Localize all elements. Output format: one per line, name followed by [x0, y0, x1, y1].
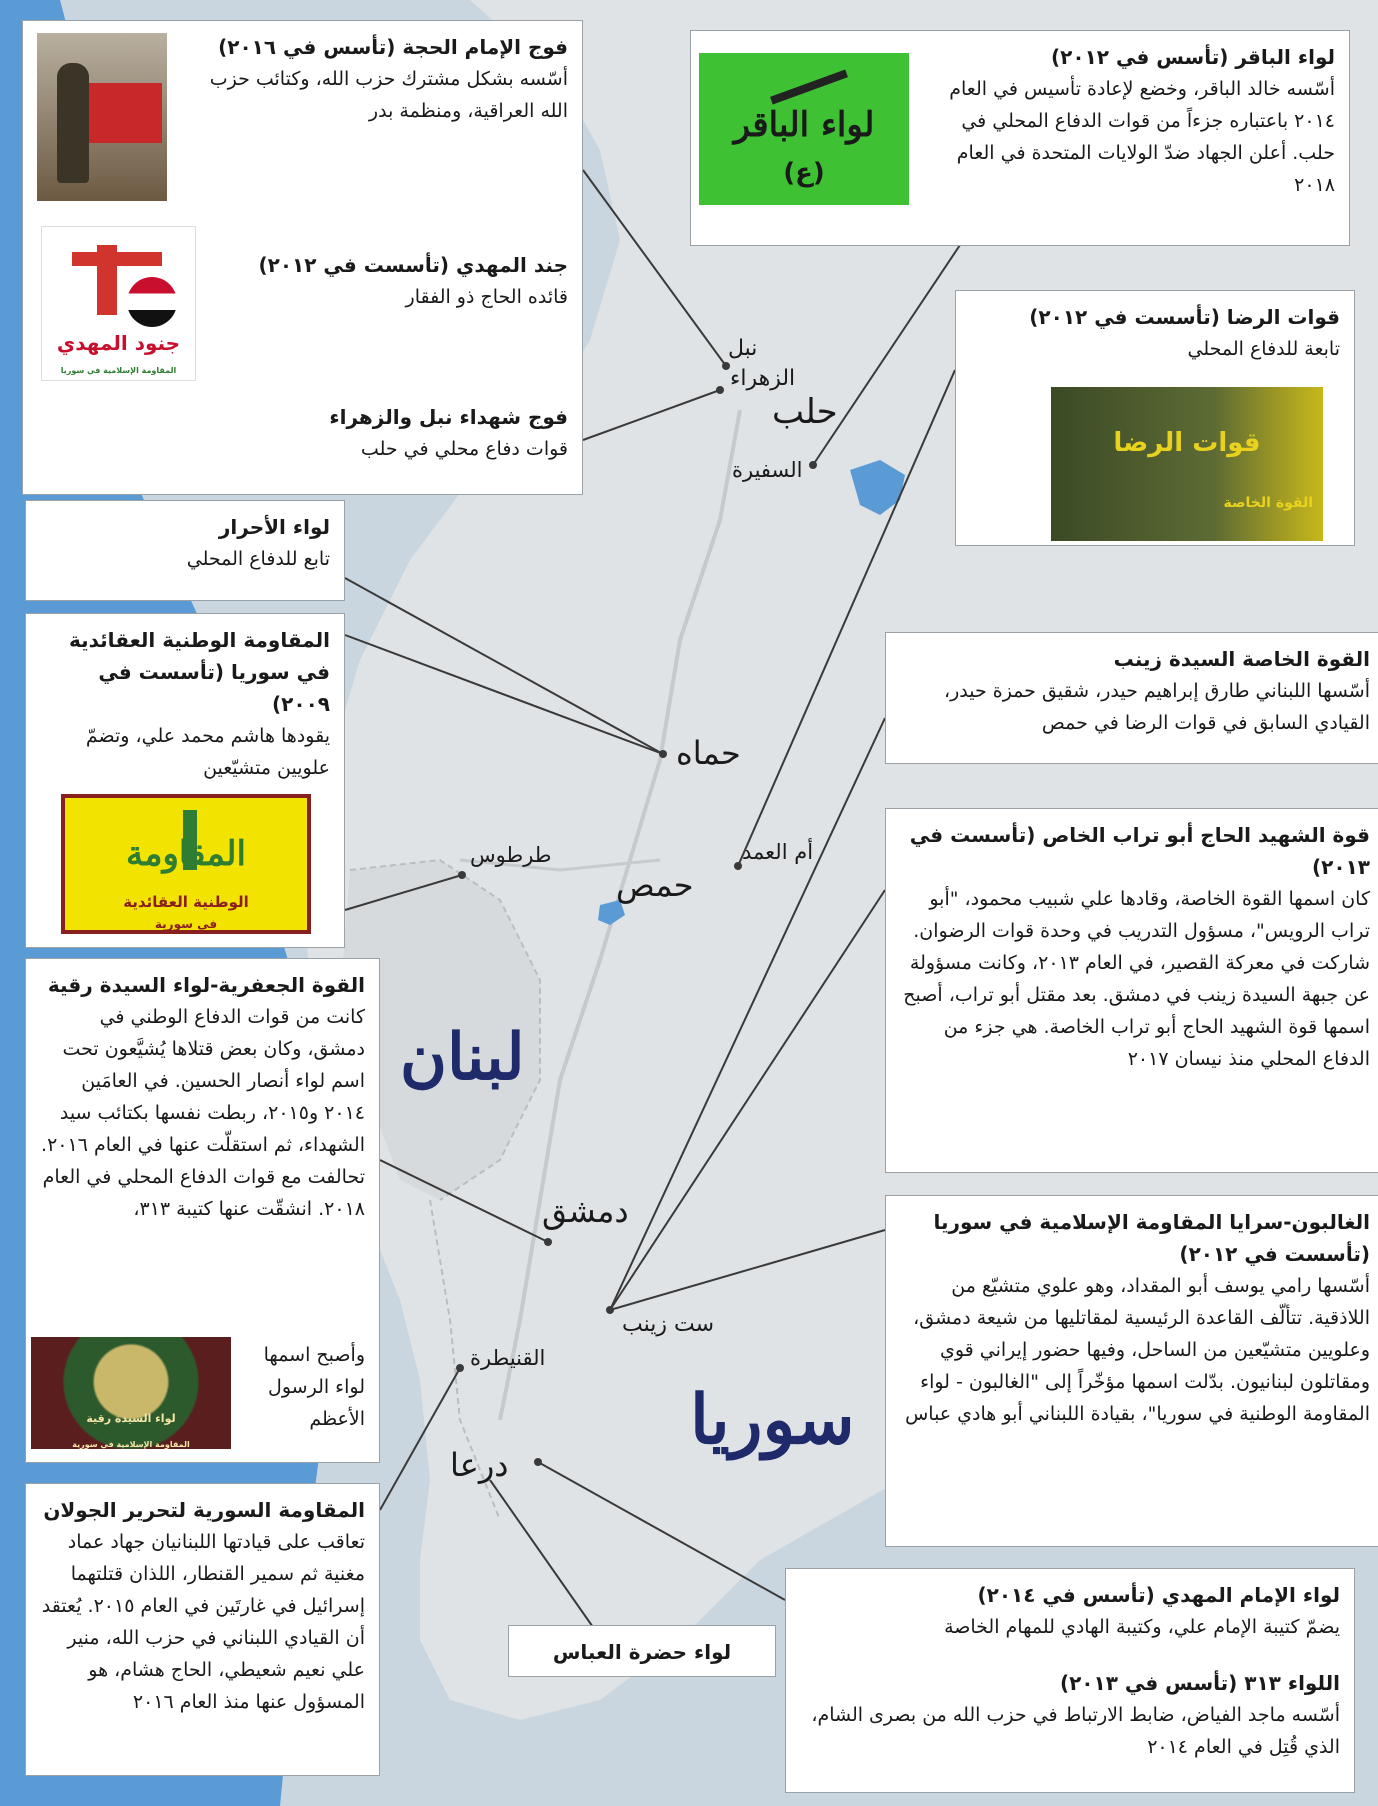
- box-abu-turab: [885, 808, 1378, 1173]
- city-label-quneitra: القنيطرة: [470, 1346, 546, 1370]
- jund-mahdi-logo-text: جنود المهدي: [56, 331, 181, 355]
- abu-turab-title: قوة الشهيد الحاج أبو تراب الخاص (تأسست في ٢٠١٣): [909, 823, 1370, 879]
- rida-logo-text: قوات الرضا: [1113, 428, 1261, 458]
- imam-hujja-photo: [37, 33, 167, 201]
- city-label-tartus: طرطوس: [470, 843, 552, 867]
- muqawama-wataniya-title: المقاومة الوطنية العقائدية في سوريا (تأسست في ٢٠٠٩): [68, 628, 330, 716]
- golan-title: المقاومة السورية لتحرير الجولان: [43, 1498, 365, 1522]
- city-label-zahraa: الزهراء: [730, 366, 796, 391]
- rida-title: قوات الرضا (تأسست في ٢٠١٢): [1029, 305, 1340, 329]
- city-dot: [716, 386, 724, 394]
- rida-logo-sub: القوة الخاصة: [1223, 495, 1313, 511]
- city-dot: [734, 862, 742, 870]
- city-label-damascus: دمشق: [542, 1192, 629, 1230]
- rida-body: تابعة للدفاع المحلي: [1187, 338, 1340, 360]
- ghaliboun-body: أسّسها رامي يوسف أبو المقداد، وهو علوي متشيّع من اللاذقية. تتألّف القاعدة الرئيسية لمقاتليها من شيعة دمشق، وعلويين متشيّعين من الساحل، وفيها حضور إيراني قوي ومقاتلون لبنانيون. بدّلت اسمها مؤخّراً إلى "الغالبون - لواء المقاومة الوطنية في سوريا"، بقيادة اللبناني أبو هادي عباس: [905, 1275, 1370, 1425]
- nubl-zahraa-body: قوات دفاع محلي في حلب: [360, 438, 568, 460]
- baqir-logo-sub: (ع): [783, 158, 825, 188]
- box-zaynab-force: [885, 632, 1378, 764]
- city-label-umm-al-amad: أم العمد: [742, 840, 814, 864]
- ruqayya-logo: [31, 1337, 231, 1449]
- city-label-safira: السفيرة: [732, 458, 803, 482]
- box-golan: [25, 1483, 380, 1776]
- city-dot: [458, 871, 466, 879]
- baqir-logo: [699, 53, 909, 205]
- city-label-sayyida-zaynab: ست زينب: [622, 1312, 715, 1337]
- jund-mahdi-logo-sub: المقاومة الإسلامية في سوريا: [60, 366, 177, 375]
- city-dot: [722, 362, 730, 370]
- jafariya-body: كانت من قوات الدفاع الوطني في دمشق، وكان بعض قتلاها يُشيَّعون تحت اسم لواء أنصار الحسين. في العامَين ٢٠١٤ و٢٠١٥، ربطت نفسها بكتائب سيد الشهداء، ثم استقلّت عنها في العام ٢٠١٦. تحالفت مع قوات الدفاع المحلي في العام ٢٠١٨. انشقّت عنها كتيبة ٣١٣،: [41, 1006, 365, 1220]
- baqir-body: أسّسه خالد الباقر، وخضع لإعادة تأسيس في العام ٢٠١٤ باعتباره جزءاً من قوات الدفاع المحلي في حلب. أعلن الجهاد ضدّ الولايات المتحدة في العام ٢٠١٨: [949, 78, 1335, 196]
- abu-turab-body: كان اسمها القوة الخاصة، وقادها علي شبيب محمود، "أبو تراب الرويس"، مسؤول التدريب في وحدة قوات الرضوان. شاركت في معركة القصير، في العام ٢٠١٣، وكانت مسؤولة عن جبهة السيدة زينب في دمشق. بعد مقتل أبو تراب، أصبح اسمها قوة الشهيد الحاج أبو تراب الخاصة. هي جزء من الدفاع المحلي منذ نيسان ٢٠١٧: [903, 888, 1370, 1070]
- abbas-title: لواء حضرة العباس: [552, 1640, 732, 1664]
- imam-mahdi-body: يضمّ كتيبة الإمام علي، وكتيبة الهادي للمهام الخاصة: [944, 1616, 1340, 1638]
- brigade313-title: اللواء ٣١٣ (تأسس في ٢٠١٣): [1059, 1671, 1340, 1695]
- city-dot: [456, 1364, 464, 1372]
- city-label-nubl: نبل: [728, 336, 758, 361]
- box-jafariya: [25, 958, 380, 1463]
- country-label-lebanon: لبنان: [400, 1020, 525, 1095]
- box-baqir: [690, 30, 1350, 246]
- city-dot: [809, 461, 817, 469]
- box-muqawama-wataniya: [25, 613, 345, 948]
- box-nubl-zahraa: [68, 401, 568, 465]
- muqawama-logo-sub: الوطنية العقائدية: [123, 893, 249, 911]
- muqawama-logo-text: المقاومة: [126, 834, 246, 874]
- box-imam-mahdi-313: [785, 1568, 1355, 1793]
- muqawama-logo-sub2: في سورية: [154, 917, 218, 931]
- muqawama-wataniya-body: يقودها هاشم محمد علي، وتضمّ علويين متشيّعين: [85, 725, 330, 779]
- city-label-homs: حمص: [616, 866, 694, 904]
- imam-hujja-body: أسّسه بشكل مشترك حزب الله، وكتائب حزب الله العراقية، ومنظمة بدر: [209, 68, 568, 122]
- jafariya-body2: وأصبح اسمها لواء الرسول الأعظم: [263, 1344, 365, 1430]
- city-dot: [534, 1458, 542, 1466]
- rida-logo: [1051, 387, 1323, 541]
- ahrar-title: لواء الأحرار: [218, 515, 330, 539]
- zaynab-force-title: القوة الخاصة السيدة زينب: [1113, 647, 1370, 671]
- imam-hujja-title: فوج الإمام الحجة (تأسس في ٢٠١٦): [218, 35, 568, 59]
- box-ghaliboun: [885, 1195, 1378, 1547]
- city-label-aleppo: حلب: [772, 392, 838, 432]
- baqir-title: لواء الباقر (تأسس في ٢٠١٢): [1051, 45, 1335, 69]
- ghaliboun-title: الغالبون-سرايا المقاومة الإسلامية في سوريا (تأسست في ٢٠١٢): [933, 1210, 1370, 1266]
- city-dot: [544, 1238, 552, 1246]
- jafariya-title: القوة الجعفرية-لواء السيدة رقية: [47, 973, 365, 997]
- zaynab-force-body: أسّسها اللبناني طارق إبراهيم حيدر، شقيق حمزة حيدر، القيادي السابق في قوات الرضا في حمص: [943, 680, 1370, 734]
- golan-body: تعاقب على قيادتها اللبنانيان جهاد عماد مغنية ثم سمير القنطار، اللذان قتلتهما إسرائيل في غارتَين في العام ٢٠١٥. يُعتقد أن القيادي اللبناني في حزب الله، منير علي نعيم شعيطي، الحاج هشام، هو المسؤول عنها منذ العام ٢٠١٦: [41, 1531, 365, 1713]
- baqir-logo-text: لواء الباقر: [733, 105, 875, 145]
- box-abbas: [508, 1625, 776, 1677]
- jund-mahdi-title: جند المهدي (تأسست في ٢٠١٢): [258, 253, 568, 277]
- ruqayya-logo-text: لواء السيدة رقية: [86, 1412, 176, 1425]
- muqawama-logo: [61, 794, 311, 934]
- city-label-hama: حماه: [676, 734, 741, 772]
- ahrar-body: تابع للدفاع المحلي: [186, 548, 330, 570]
- box-jund-mahdi: [198, 249, 568, 313]
- city-label-daraa: درعا: [450, 1446, 509, 1484]
- ruqayya-logo-sub: المقاومة الإسلامية في سورية: [72, 1440, 190, 1449]
- jund-mahdi-body: قائده الحاج ذو الفقار: [405, 286, 568, 308]
- jund-mahdi-logo: [41, 226, 196, 381]
- city-dot: [606, 1306, 614, 1314]
- box-left-top: [22, 20, 583, 495]
- brigade313-body: أسّسه ماجد الفياض، ضابط الارتباط في حزب الله من بصرى الشام، الذي قُتِل في العام ٢٠١٤: [811, 1704, 1340, 1758]
- imam-mahdi-title: لواء الإمام المهدي (تأسس في ٢٠١٤): [977, 1583, 1340, 1607]
- box-ahrar: [25, 500, 345, 601]
- box-imam-hujja: [198, 31, 568, 127]
- nubl-zahraa-title: فوج شهداء نبل والزهراء: [329, 405, 568, 429]
- country-label-syria: سوريا: [690, 1380, 855, 1460]
- box-rida: [955, 290, 1355, 546]
- city-dot: [659, 750, 667, 758]
